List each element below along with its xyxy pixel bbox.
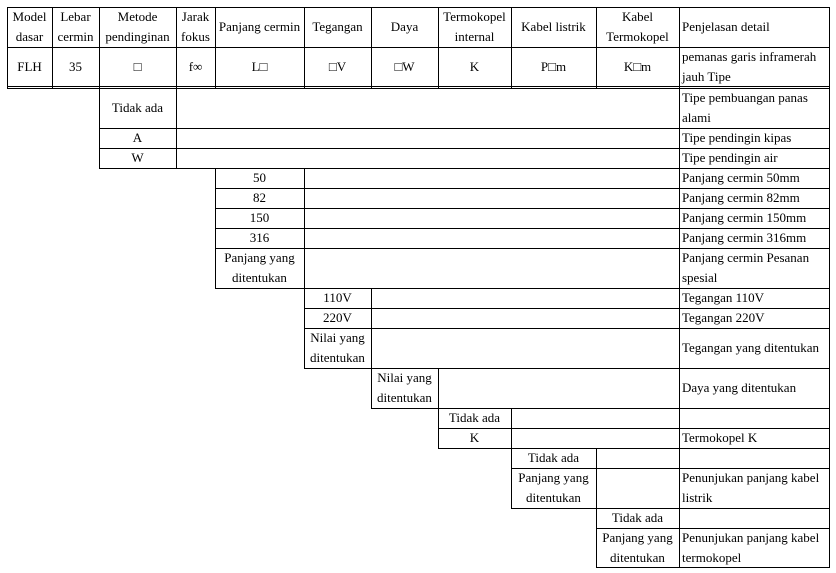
- detail-tc-cable-none: [679, 508, 829, 528]
- grid-line: [304, 168, 305, 368]
- grid-line: [304, 328, 830, 329]
- header-kabel-termokopel: Kabel Termokopel: [606, 9, 669, 44]
- double-rule: [7, 86, 830, 89]
- grid-line: [438, 428, 830, 429]
- grid-line: [596, 448, 597, 567]
- detail-voltage-110: Tegangan 110V: [682, 290, 764, 305]
- detail-voltage-custom: Tegangan yang ditentukan: [682, 340, 819, 355]
- grid-line: [304, 368, 830, 369]
- detail-cable-none: [679, 448, 829, 468]
- grid-line: [596, 528, 830, 529]
- header-tegangan: Tegangan: [312, 19, 363, 34]
- grid-line: [215, 228, 830, 229]
- header-metode-pendinginan: Metode pendinginan: [105, 9, 170, 44]
- grid-line: [215, 248, 830, 249]
- option-length-316: 316: [249, 230, 270, 245]
- model-cable: P□m: [540, 59, 567, 74]
- grid-line: [215, 208, 830, 209]
- detail-cable-custom: Penunjukan panjang kabel listrik: [682, 470, 820, 505]
- grid-line: [438, 448, 830, 449]
- grid-line: [596, 7, 597, 89]
- detail-length-50: Panjang cermin 50mm: [682, 170, 800, 185]
- grid-line: [7, 7, 8, 89]
- header-jarak-fokus: Jarak fokus: [181, 9, 210, 44]
- model-power: □W: [394, 59, 415, 74]
- grid-line: [215, 7, 216, 89]
- option-length-custom: Panjang yang ditentukan: [224, 250, 295, 285]
- grid-line: [99, 7, 100, 89]
- header-kabel-listrik: Kabel listrik: [521, 19, 586, 34]
- detail-length-custom: Panjang cermin Pesanan spesial: [682, 250, 810, 285]
- grid-line: [52, 7, 53, 89]
- grid-line: [371, 7, 372, 89]
- detail-cooling-water: Tipe pendingin air: [682, 150, 778, 165]
- model-detail: pemanas garis inframerah jauh Tipe: [682, 49, 817, 84]
- header-termokopel-internal: Termokopel internal: [443, 9, 506, 44]
- model-code: FLH: [17, 59, 42, 74]
- grid-line: [371, 408, 830, 409]
- model-voltage: □V: [328, 59, 347, 74]
- grid-line: [679, 7, 680, 568]
- option-cooling-natural: Tidak ada: [111, 100, 164, 115]
- grid-line: [7, 47, 830, 48]
- option-cooling-fan: A: [132, 130, 143, 145]
- model-focus: f∞: [188, 59, 203, 74]
- grid-line: [596, 567, 830, 568]
- grid-line: [99, 148, 830, 149]
- grid-line: [176, 89, 177, 168]
- model-thermocouple: K: [469, 59, 480, 74]
- header-lebar-cermin: Lebar cermin: [57, 9, 94, 44]
- detail-power-custom: Daya yang ditentukan: [682, 380, 797, 395]
- option-power-custom: Nilai yang ditentukan: [377, 370, 432, 405]
- option-tc-cable-custom: Panjang yang ditentukan: [602, 530, 673, 565]
- grid-line: [511, 7, 512, 89]
- detail-length-316: Panjang cermin 316mm: [682, 230, 807, 245]
- detail-tc-cable-custom: Penunjukan panjang kabel termokopel: [682, 530, 820, 565]
- grid-line: [438, 368, 439, 448]
- model-width: 35: [69, 59, 82, 74]
- grid-line: [304, 7, 305, 89]
- grid-line: [511, 468, 830, 469]
- option-cable-none: Tidak ada: [527, 450, 580, 465]
- grid-line: [371, 288, 372, 408]
- grid-line: [7, 7, 830, 8]
- grid-line: [99, 168, 830, 169]
- option-thermocouple-k: K: [469, 430, 480, 445]
- option-voltage-110: 110V: [323, 290, 352, 305]
- detail-length-150: Panjang cermin 150mm: [682, 210, 807, 225]
- header-panjang-cermin: Panjang cermin: [218, 19, 301, 34]
- grid-line: [511, 508, 830, 509]
- model-cooling: □: [133, 59, 142, 74]
- grid-line: [176, 7, 177, 89]
- grid-line: [511, 408, 512, 508]
- option-cooling-water: W: [131, 150, 144, 165]
- option-tc-cable-none: Tidak ada: [611, 510, 664, 525]
- grid-line: [215, 168, 216, 288]
- grid-line: [304, 308, 830, 309]
- detail-thermocouple-none: [679, 408, 829, 428]
- option-length-82: 82: [253, 190, 266, 205]
- header-model-dasar: Model dasar: [12, 9, 47, 44]
- model-length: L□: [251, 59, 268, 74]
- detail-cooling-natural: Tipe pembuangan panas alami: [682, 90, 808, 125]
- grid-line: [829, 7, 830, 568]
- grid-line: [215, 188, 830, 189]
- model-tc-cable: K□m: [623, 59, 652, 74]
- detail-length-82: Panjang cermin 82mm: [682, 190, 800, 205]
- option-length-50: 50: [253, 170, 266, 185]
- header-daya: Daya: [390, 19, 419, 34]
- option-cable-custom: Panjang yang ditentukan: [518, 470, 589, 505]
- grid-line: [438, 7, 439, 89]
- detail-voltage-220: Tegangan 220V: [682, 310, 765, 325]
- grid-line: [99, 89, 100, 168]
- grid-line: [99, 128, 830, 129]
- option-voltage-220: 220V: [323, 310, 352, 325]
- header-penjelasan-detail: Penjelasan detail: [682, 19, 770, 34]
- detail-cooling-fan: Tipe pendingin kipas: [682, 130, 792, 145]
- detail-thermocouple-k: Termokopel K: [682, 430, 758, 445]
- option-thermocouple-none: Tidak ada: [448, 410, 501, 425]
- grid-line: [215, 288, 830, 289]
- option-length-150: 150: [249, 210, 270, 225]
- option-voltage-custom: Nilai yang ditentukan: [310, 330, 365, 365]
